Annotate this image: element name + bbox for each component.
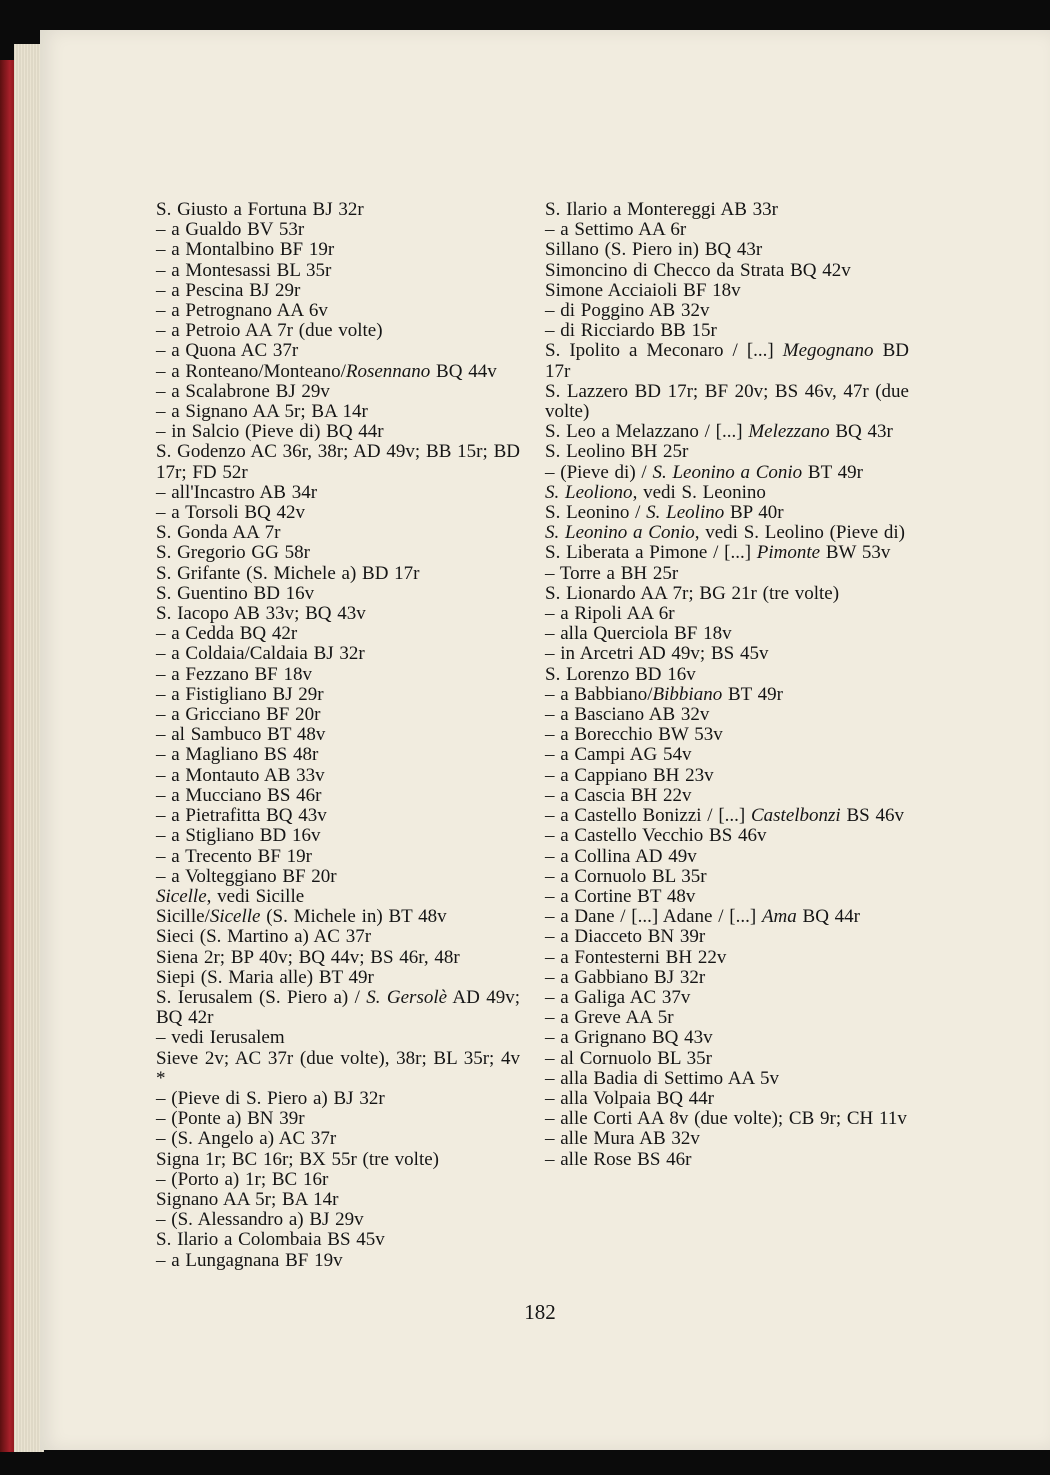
index-entry: – in Arcetri AD 49v; BS 45v	[545, 643, 769, 665]
index-entry: – a Castello Bonizzi / [...] Castelbonzi BS 46v	[545, 805, 904, 827]
index-entry: Sillano (S. Piero in) BQ 43r	[545, 239, 763, 261]
index-entry: – a Gricciano BF 20r	[156, 704, 321, 726]
index-entry: S. Gregorio GG 58r	[156, 542, 310, 564]
index-entry: – a Magliano BS 48r	[156, 744, 319, 766]
index-entry: S. Ierusalem (S. Piero a) / S. Gersolè AD 49v; BQ 42r	[156, 986, 520, 1029]
index-entry: – a Fezzano BF 18v	[156, 663, 312, 685]
index-entry: – (S. Alessandro a) BJ 29v	[156, 1209, 364, 1231]
index-entry: Sieci (S. Martino a) AC 37r	[156, 926, 372, 948]
index-entry: – a Torsoli BQ 42v	[156, 502, 306, 524]
index-entry: Sieve 2v; AC 37r (due volte), 38r; BL 35r; 4v *	[156, 1047, 520, 1089]
index-entry: S. Lorenzo BD 16v	[545, 663, 696, 685]
index-entry: – a Signano AA 5r; BA 14r	[156, 401, 368, 423]
index-entry: – a Trecento BF 19r	[156, 845, 312, 867]
index-entry: – a Cedda BQ 42r	[156, 623, 298, 645]
index-entry: – a Montesassi BL 35r	[156, 259, 332, 281]
index-entry: Siepi (S. Maria alle) BT 49r	[156, 966, 374, 988]
index-entry: S. Leonino / S. Leolino BP 40r	[545, 502, 784, 524]
page-number: 182	[524, 1300, 556, 1324]
index-entry: – a Borecchio BW 53v	[545, 724, 723, 746]
index-entry: Signano AA 5r; BA 14r	[156, 1188, 339, 1210]
index-entry: – a Grignano BQ 43v	[545, 1027, 713, 1049]
index-entry: – a Cappiano BH 23v	[545, 764, 714, 786]
index-entry: – alle Corti AA 8v (due volte); CB 9r; CH 11v	[545, 1108, 907, 1130]
index-entry: Simone Acciaioli BF 18v	[545, 279, 741, 301]
index-entry: Siena 2r; BP 40v; BQ 44v; BS 46r, 48r	[156, 946, 460, 968]
index-entry: – all'Incastro AB 34r	[156, 481, 318, 503]
index-entry: – a Montauto AB 33v	[156, 764, 325, 786]
index-entry: – a Stigliano BD 16v	[156, 825, 321, 847]
index-entry: – a Ronteano/Monteano/Rosennano BQ 44v	[156, 360, 497, 382]
index-entry: – (Ponte a) BN 39r	[156, 1108, 305, 1130]
index-entry: – a Lungagnana BF 19v	[156, 1249, 343, 1271]
index-entry: – vedi Ierusalem	[156, 1027, 285, 1049]
index-entry: S. Guentino BD 16v	[156, 582, 315, 604]
index-entry: S. Ipolito a Meconaro / [...] Megognano BD 17r	[545, 340, 909, 382]
index-entry: – alle Rose BS 46r	[545, 1148, 692, 1170]
index-entry: Signa 1r; BC 16r; BX 55r (tre volte)	[156, 1148, 439, 1170]
index-entry: Sicelle, vedi Sicille	[156, 885, 305, 907]
index-entry: – al Sambuco BT 48v	[156, 724, 326, 746]
index-entry: Simoncino di Checco da Strata BQ 42v	[545, 259, 851, 281]
index-entry: S. Giusto a Fortuna BJ 32r	[156, 199, 364, 220]
index-entry: S. Lazzero BD 17r; BF 20v; BS 46v, 47r (due volte)	[545, 380, 909, 423]
index-entry: – a Ripoli AA 6r	[545, 603, 675, 625]
index-entry: – a Cornuolo BL 35r	[545, 865, 707, 887]
index-entry: – alla Volpaia BQ 44r	[545, 1087, 714, 1109]
index-entry: – a Greve AA 5r	[545, 1007, 674, 1029]
index-entry: – alla Badia di Settimo AA 5v	[545, 1067, 779, 1089]
index-entry: – (Pieve di S. Piero a) BJ 32r	[156, 1087, 385, 1109]
index-entry: – a Petrognano AA 6v	[156, 300, 328, 322]
index-entry: – di Ricciardo BB 15r	[545, 320, 717, 342]
index-entry: – a Gualdo BV 53r	[156, 219, 305, 241]
index-entry: S. Gonda AA 7r	[156, 522, 281, 544]
index-entry: – al Cornuolo BL 35r	[545, 1047, 712, 1069]
index-entry: – a Quona AC 37r	[156, 340, 299, 362]
index-entry: – a Mucciano BS 46r	[156, 784, 322, 806]
index-entry: – a Basciano AB 32v	[545, 704, 710, 726]
index-entry: – a Babbiano/Bibbiano BT 49r	[545, 683, 783, 705]
index-entry: – a Campi AG 54v	[545, 744, 692, 766]
index-entry: – a Cascia BH 22v	[545, 784, 692, 806]
index-entry: Sicille/Sicelle (S. Michele in) BT 48v	[156, 906, 447, 928]
index-entry: – a Gabbiano BJ 32r	[545, 966, 706, 988]
index-entry: – a Dane / [...] Adane / [...] Ama BQ 44r	[545, 906, 860, 928]
index-entry: S. Ilario a Colombaia BS 45v	[156, 1229, 385, 1251]
index-entry: – a Settimo AA 6r	[545, 219, 687, 241]
index-entry: S. Leolino BH 25r	[545, 441, 689, 463]
index-entry: – a Montalbino BF 19r	[156, 239, 335, 261]
index-entry: – (Porto a) 1r; BC 16r	[156, 1168, 329, 1190]
index-entry: – alla Querciola BF 18v	[545, 623, 732, 645]
index-entry: S. Iacopo AB 33v; BQ 43v	[156, 603, 366, 625]
index-entry: – (Pieve di) / S. Leonino a Conio BT 49r	[545, 461, 863, 483]
index-entry: S. Leoliono, vedi S. Leonino	[545, 481, 766, 503]
index-column-right	[545, 200, 909, 1170]
index-entry: S. Godenzo AC 36r, 38r; AD 49v; BB 15r; BD 17r; FD 52r	[156, 441, 520, 483]
index-entry: – a Diacceto BN 39r	[545, 926, 706, 948]
index-entry: – a Coldaia/Caldaia BJ 32r	[156, 643, 365, 665]
index-entry: S. Leonino a Conio, vedi S. Leolino (Pieve di)	[545, 522, 906, 544]
index-entry: S. Ilario a Montereggi AB 33r	[545, 199, 778, 220]
index-entry: – a Fistigliano BJ 29r	[156, 683, 324, 705]
book-page	[40, 30, 1050, 1450]
index-entry: – (S. Angelo a) AC 37r	[156, 1128, 337, 1150]
index-entry: – a Volteggiano BF 20r	[156, 865, 337, 887]
index-entry: – di Poggino AB 32v	[545, 300, 710, 322]
index-entry: – alle Mura AB 32v	[545, 1128, 700, 1150]
index-entry: – a Fontesterni BH 22v	[545, 946, 727, 968]
index-entry: – a Galiga AC 37v	[545, 986, 691, 1008]
index-entry: – a Collina AD 49v	[545, 845, 697, 867]
index-entry: – a Pescina BJ 29r	[156, 279, 301, 301]
index-entry: – a Petroio AA 7r (due volte)	[156, 320, 383, 342]
index-column-left	[156, 200, 520, 1271]
index-entry: S. Grifante (S. Michele a) BD 17r	[156, 562, 420, 584]
index-entry: – Torre a BH 25r	[545, 562, 679, 584]
index-entry: – a Cortine BT 48v	[545, 885, 696, 907]
index-entry: – a Castello Vecchio BS 46v	[545, 825, 767, 847]
index-entry: S. Liberata a Pimone / [...] Pimonte BW 53v	[545, 542, 891, 564]
index-entry: – in Salcio (Pieve di) BQ 44r	[156, 421, 384, 443]
index-entry: S. Leo a Melazzano / [...] Melezzano BQ 43r	[545, 421, 893, 443]
index-entry: – a Pietrafitta BQ 43v	[156, 805, 327, 827]
index-entry: S. Lionardo AA 7r; BG 21r (tre volte)	[545, 582, 840, 604]
index-entry: – a Scalabrone BJ 29v	[156, 380, 330, 402]
